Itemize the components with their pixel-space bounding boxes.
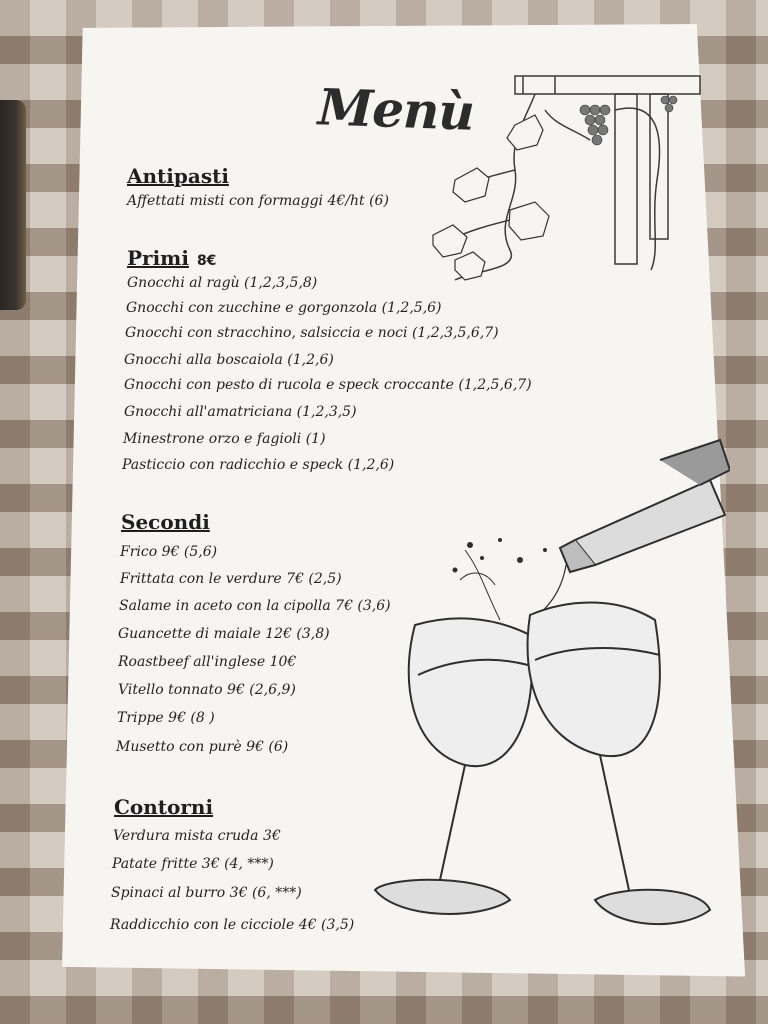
menu-item: Gnocchi con pesto di rucola e speck croccante (1,2,5,6,7) bbox=[124, 377, 532, 393]
wine-glasses-illustration bbox=[370, 420, 730, 950]
menu-item: Gnocchi all'amatriciana (1,2,3,5) bbox=[124, 404, 357, 420]
menu-item: Salame in aceto con la cipolla 7€ (3,6) bbox=[119, 598, 391, 614]
menu-title: Menù bbox=[317, 77, 475, 142]
menu-item: Gnocchi al ragù (1,2,3,5,8) bbox=[127, 275, 318, 291]
section-title-primi-text: Primi bbox=[127, 246, 189, 270]
section-title-primi bbox=[127, 246, 216, 270]
section-title-antipasti bbox=[127, 164, 229, 188]
section-title-contorni bbox=[114, 795, 213, 819]
primi-price: 8€ bbox=[196, 253, 217, 269]
menu-item: Guancette di maiale 12€ (3,8) bbox=[118, 626, 330, 642]
section-title-antipasti-text: Antipasti bbox=[127, 164, 229, 188]
menu-item: Musetto con purè 9€ (6) bbox=[116, 739, 289, 755]
menu-item: Roastbeef all'inglese 10€ bbox=[118, 654, 297, 670]
menu-item: Affettati misti con formaggi 4€/ht (6) bbox=[127, 193, 389, 209]
menu-item: Patate fritte 3€ (4, ***) bbox=[112, 856, 274, 872]
menu-item: Frico 9€ (5,6) bbox=[120, 544, 218, 560]
menu-item: Pasticcio con radicchio e speck (1,2,6) bbox=[122, 457, 395, 473]
menu-item: Vitello tonnato 9€ (2,6,9) bbox=[118, 682, 296, 698]
menu-item: Minestrone orzo e fagioli (1) bbox=[123, 431, 326, 447]
menu-item: Raddicchio con le cicciole 4€ (3,5) bbox=[110, 917, 355, 933]
section-title-contorni-text: Contorni bbox=[114, 795, 214, 819]
menu-item: Frittata con le verdure 7€ (2,5) bbox=[120, 571, 342, 587]
menu-item: Gnocchi alla boscaiola (1,2,6) bbox=[124, 352, 334, 368]
section-title-secondi-text: Secondi bbox=[121, 510, 210, 534]
menu-item: Spinaci al burro 3€ (6, ***) bbox=[111, 885, 302, 901]
menu-item: Gnocchi con zucchine e gorgonzola (1,2,5,6) bbox=[126, 300, 442, 316]
section-title-secondi bbox=[121, 510, 210, 534]
menu-holder-clip bbox=[0, 100, 26, 310]
menu-item: Verdura mista cruda 3€ bbox=[113, 828, 281, 844]
menu-item: Gnocchi con stracchino, salsiccia e noci (1,2,3,5,6,7) bbox=[125, 325, 499, 341]
menu-item: Trippe 9€ (8 ) bbox=[117, 710, 215, 726]
